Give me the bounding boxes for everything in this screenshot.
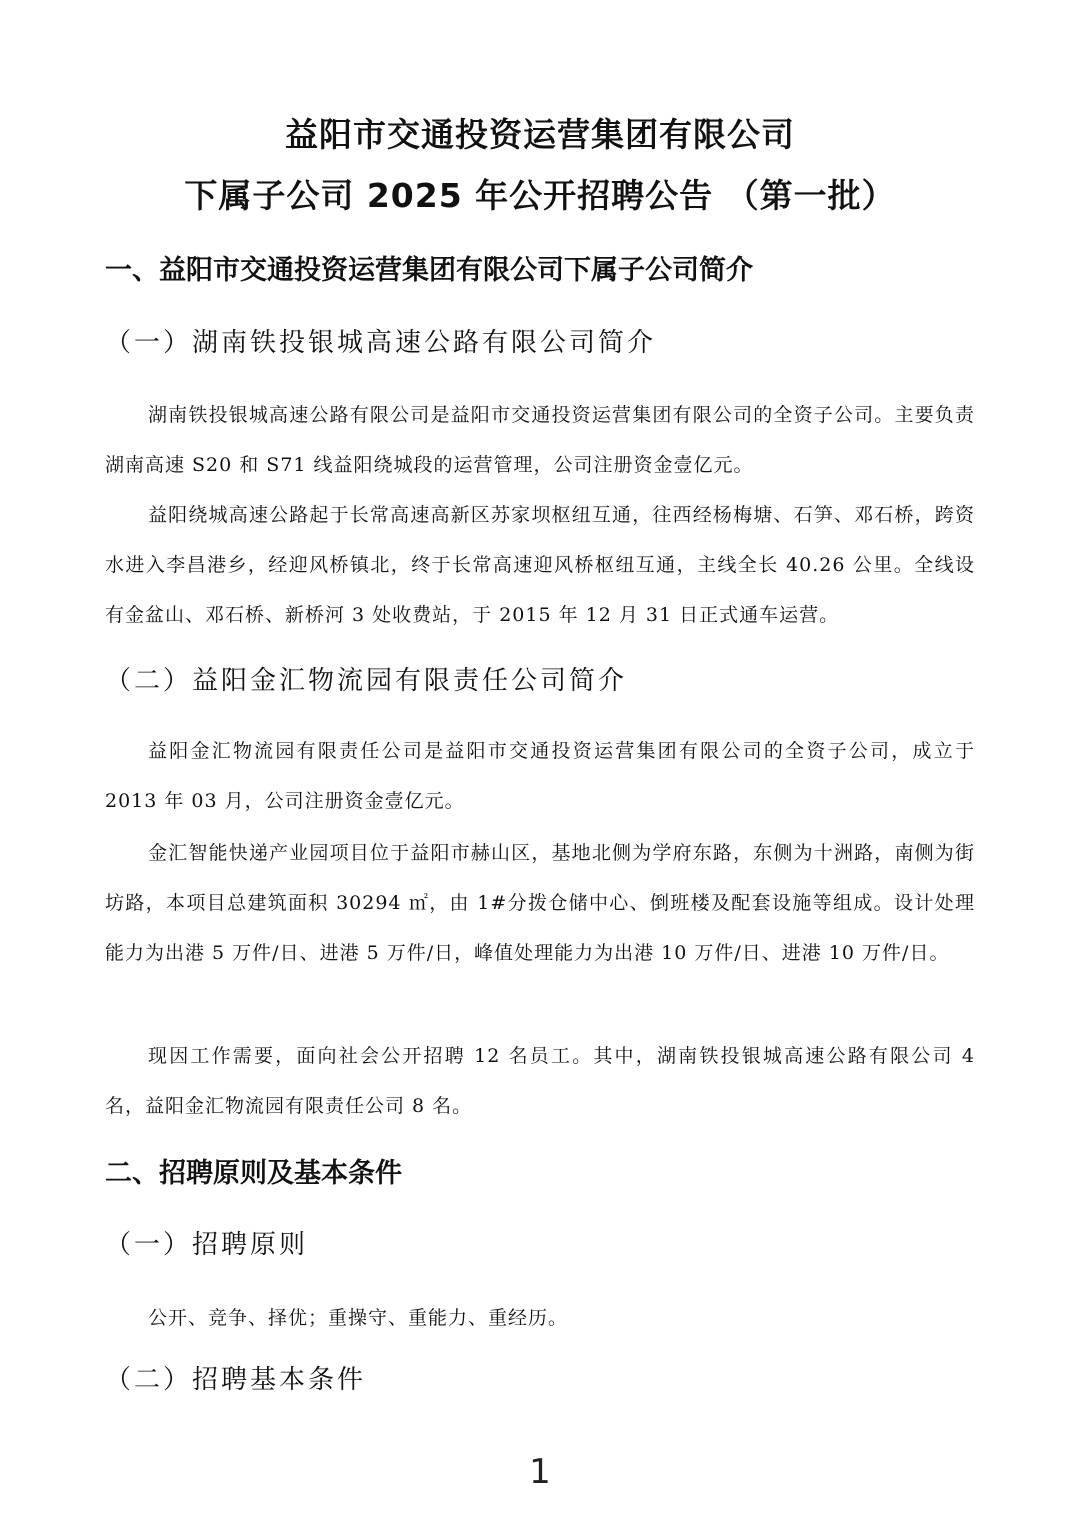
section-1-sub-1-heading: （一）湖南铁投银城高速公路有限公司简介 xyxy=(105,328,657,358)
section-1-sub-1-paragraph-1: 湖南铁投银城高速公路有限公司是益阳市交通投资运营集团有限公司的全资子公司。主要负责湖南高速 S20 和 S71 线益阳绕城段的运营管理，公司注册资金壹亿元。 xyxy=(105,404,975,476)
section-2-heading: 二、招聘原则及基本条件 xyxy=(105,1158,402,1189)
section-2-sub-1-paragraph-1: 公开、竞争、择优；重操守、重能力、重经历。 xyxy=(148,1307,569,1329)
section-2-sub-2-heading: （二）招聘基本条件 xyxy=(105,1365,367,1395)
section-1-sub-2-heading: （二）益阳金汇物流园有限责任公司简介 xyxy=(105,666,628,696)
page-number: 1 xyxy=(529,1452,551,1492)
section-1-sub-2-paragraph-2: 金汇智能快递产业园项目位于益阳市赫山区，基地北侧为学府东路，东侧为十洲路，南侧为街坊路，本项目总建筑面积 30294 ㎡，由 1#分拨仓储中心、倒班楼及配套设施等组成。设计处理能力为出港 5 万件/日、进港 5 万件/日，峰值处理能力为出港 10 万件/日、进港 10 万件/日。 xyxy=(105,842,975,964)
section-2-sub-1-heading: （一）招聘原则 xyxy=(105,1230,309,1260)
section-1-sub-2-paragraph-1: 益阳金汇物流园有限责任公司是益阳市交通投资运营集团有限公司的全资子公司，成立于 2013 年 03 月，公司注册资金壹亿元。 xyxy=(105,740,975,812)
section-1-sub-2-paragraph-3: 现因工作需要，面向社会公开招聘 12 名员工。其中，湖南铁投银城高速公路有限公司 4 名，益阳金汇物流园有限责任公司 8 名。 xyxy=(105,1045,975,1117)
title-line-2: 下属子公司 2025 年公开招聘公告 （第一批） xyxy=(184,176,896,215)
title-line-1: 益阳市交通投资运营集团有限公司 xyxy=(285,115,795,154)
section-1-sub-1-paragraph-2: 益阳绕城高速公路起于长常高速高新区苏家坝枢纽互通，往西经杨梅塘、石笋、邓石桥，跨资水进入李昌港乡，经迎风桥镇北，终于长常高速迎风桥枢纽互通，主线全长 40.26 公里。全线设有金盆山、邓石桥、新桥河 3 处收费站，于 2015 年 12 月 31 日正式通车运营。 xyxy=(105,504,975,626)
section-1-heading: 一、益阳市交通投资运营集团有限公司下属子公司简介 xyxy=(105,255,753,286)
